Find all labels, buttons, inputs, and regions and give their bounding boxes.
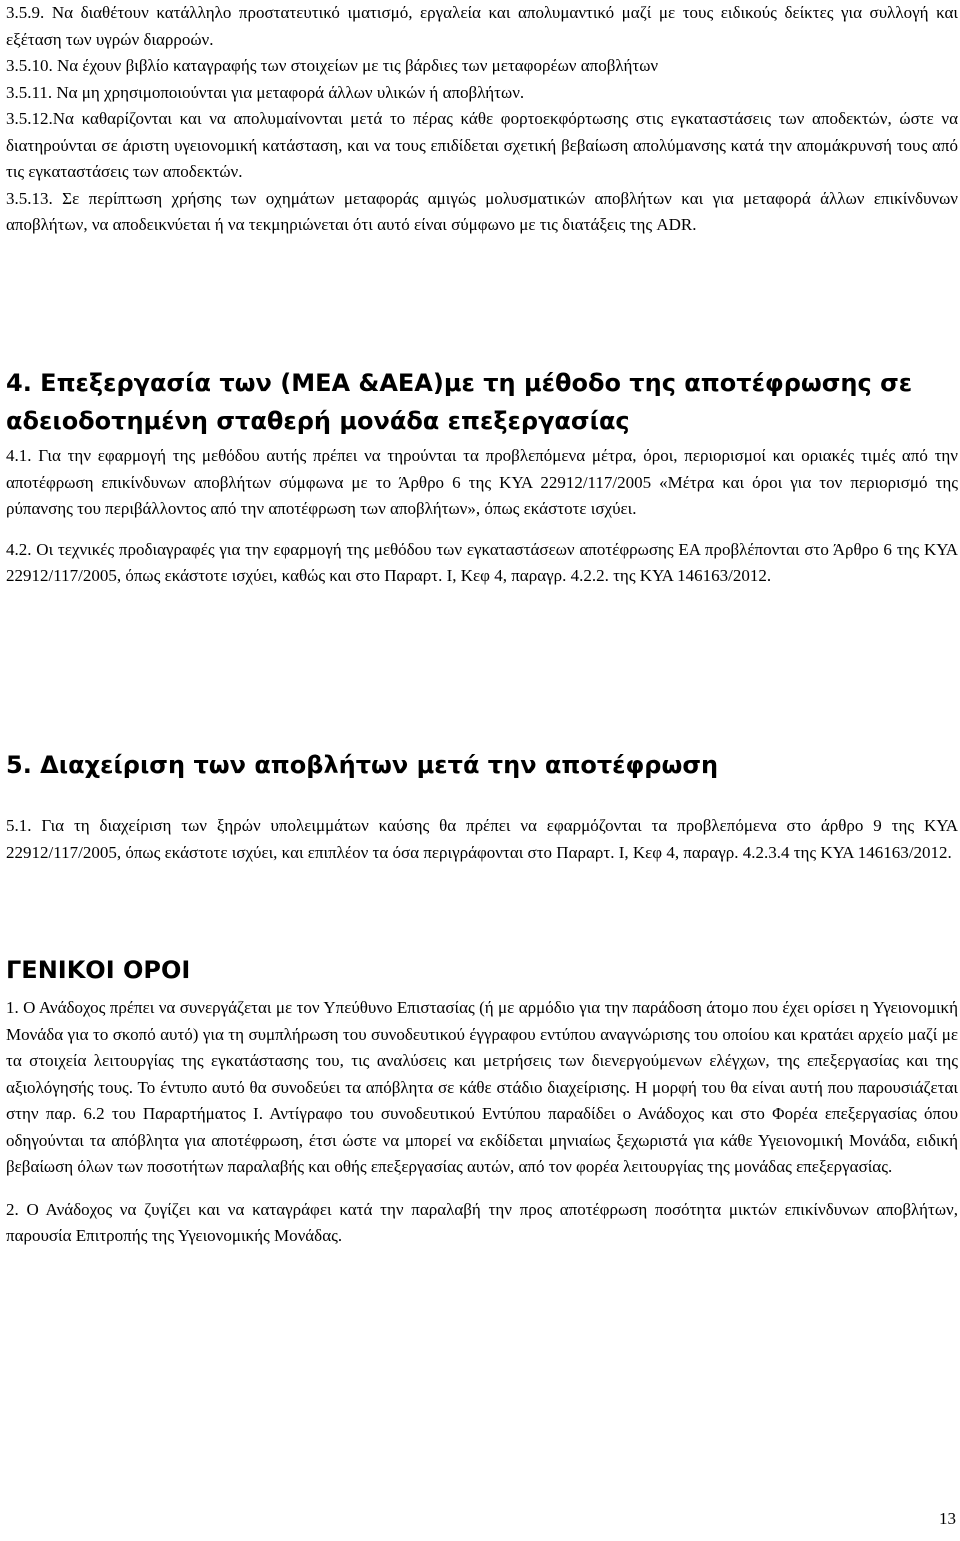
section-4-header: [6, 364, 958, 440]
general-terms-heading: ΓΕΝΙΚΟΙ ΟΡΟΙ: [6, 956, 191, 984]
paragraph-3-5-13: 3.5.13. Σε περίπτωση χρήσης των οχημάτων μεταφοράς αμιγώς μολυσματικών αποβλήτων και για μεταφορά άλλων επικίνδυνων αποβλήτων, να αποδεικνύεται ή να τεκμηριώνεται ότι αυτό είναι σύμφωνο με τις διατάξεις της ADR.: [6, 188, 958, 234]
section-5-body: [6, 813, 958, 866]
page-number: 13: [939, 1509, 956, 1528]
general-terms-header: [6, 953, 958, 987]
paragraph-3-5-10: 3.5.10. Να έχουν βιβλίο καταγραφής των στοιχείων με τις βάρδιες των μεταφορέων αποβλήτων: [6, 56, 659, 75]
section-4-body: [6, 443, 958, 590]
general-terms-body: [6, 995, 958, 1250]
section-5-heading: 5. Διαχείριση των αποβλήτων μετά την αποτέφρωση: [6, 751, 719, 779]
paragraph-4-1: 4.1. Για την εφαρμογή της μεθόδου αυτής πρέπει να τηρούνται τα προβλεπόμενα μέτρα, όροι, περιορισμοί και οριακές τιμές από την αποτέφρωση επικίνδυνων αποβλήτων σύμφωνα με το Άρθρο 6 της ΚΥΑ 22912/117/2005 «Μέτρα και όροι για τον περιορισμό της ρύπανσης του περιβάλλοντος από την αποτέφρωση των αποβλήτων», όπως εκάστοτε ισχύει.: [6, 446, 958, 518]
paragraph-3-5-12: 3.5.12.Να καθαρίζονται και να απολυμαίνονται μετά το πέρας κάθε φορτοεκφόρτωσης στις εγκαταστάσεις των αποδεκτών, ώστε να διατηρούνται σε άριστη υγειονομική κατάσταση, και να τους επιδίδεται σχετική βεβαίωση απολύμανσης κατά την απομάκρυνσή τους από τις εγκαταστάσεις των αποδεκτών.: [6, 109, 958, 181]
section-4-heading: 4. Επεξεργασία των (ΜΕΑ &ΑΕΑ)με τη μέθοδο της αποτέφρωσης σε αδειοδοτημένη σταθερή μονάδα επεξεργασίας: [6, 369, 913, 435]
paragraph-4-2: 4.2. Οι τεχνικές προδιαγραφές για την εφαρμογή της μεθόδου των εγκαταστάσεων αποτέφρωσης ΕΑ προβλέπονται στο Άρθρο 6 της ΚΥΑ 22912/117/2005, όπως εκάστοτε ισχύει, καθώς και στο Παραρτ. Ι, Κεφ 4, παραγρ. 4.2.2. της ΚΥΑ 146163/2012.: [6, 539, 958, 585]
paragraph-5-1: 5.1. Για τη διαχείριση των ξηρών υπολειμμάτων καύσης θα πρέπει να εφαρμόζονται τα προβλεπόμενα στο άρθρο 9 της ΚΥΑ 22912/117/2005, όπως εκάστοτε ισχύει, και επιπλέον τα όσα περιγράφονται στο Παραρτ. Ι, Κεφ 4, παραγρ. 4.2.3.4 της ΚΥΑ 146163/2012.: [6, 816, 958, 862]
paragraph-3-5-9: 3.5.9. Να διαθέτουν κατάλληλο προστατευτικό ιματισμό, εργαλεία και απολυμαντικό μαζί με τους ειδικούς δείκτες για συλλογή και εξέταση των υγρών διαρροών.: [6, 3, 958, 49]
general-term-1: 1. Ο Ανάδοχος πρέπει να συνεργάζεται με τον Υπεύθυνο Επιστασίας (ή με αρμόδιο για την παράδοση άτομο που έχει ορίσει η Υγειονομική Μονάδα για το σκοπό αυτό) για τη συμπλήρωση του συνοδευτικού έγγραφου εντύπου αναγνώρισης του οποίου και κρατάει αρχείο μαζί με τα στοιχεία λειτουργίας της εγκατάστασης του, τις αναλύσεις και μετρήσεις των διενεργούμενων ελέγχων, της επεξεργασίας και της αξιολόγησής τους. Το έντυπο αυτό θα συνοδεύει τα απόβλητα σε κάθε στάδιο διαχείρισης. Η μορφή του θα είναι αυτή που παρουσιάζεται στην παρ. 6.2 του Παραρτήματος Ι. Αντίγραφο του συνοδευτικού Εντύπου παραδίδει ο Ανάδοχος και στο Φορέα επεξεργασίας όπου οδηγούνται τα απόβλητα για αποτέφρωση, έτσι ώστε να μπορεί να εκδίδεται μηνιαίως ξεχωριστά για κάθε Υγειονομική Μονάδα, ειδική βεβαίωση όλων των ποσοτήτων παραλαβής και οθής επεξεργασίας αυτών, από τον φορέα λειτουργίας της μονάδας επεξεργασίας.: [6, 998, 958, 1176]
paragraph-3-5-11: 3.5.11. Να μη χρησιμοποιούνται για μεταφορά άλλων υλικών ή αποβλήτων.: [6, 82, 525, 102]
section-3-5-list: [6, 0, 958, 239]
section-5-header: [6, 748, 958, 782]
general-term-2: 2. Ο Ανάδοχος να ζυγίζει και να καταγράφει κατά την παραλαβή την προς αποτέφρωση ποσότητα μικτών επικίνδυνων αποβλήτων, παρουσία Επιτροπής της Υγειονομικής Μονάδας.: [6, 1199, 958, 1245]
